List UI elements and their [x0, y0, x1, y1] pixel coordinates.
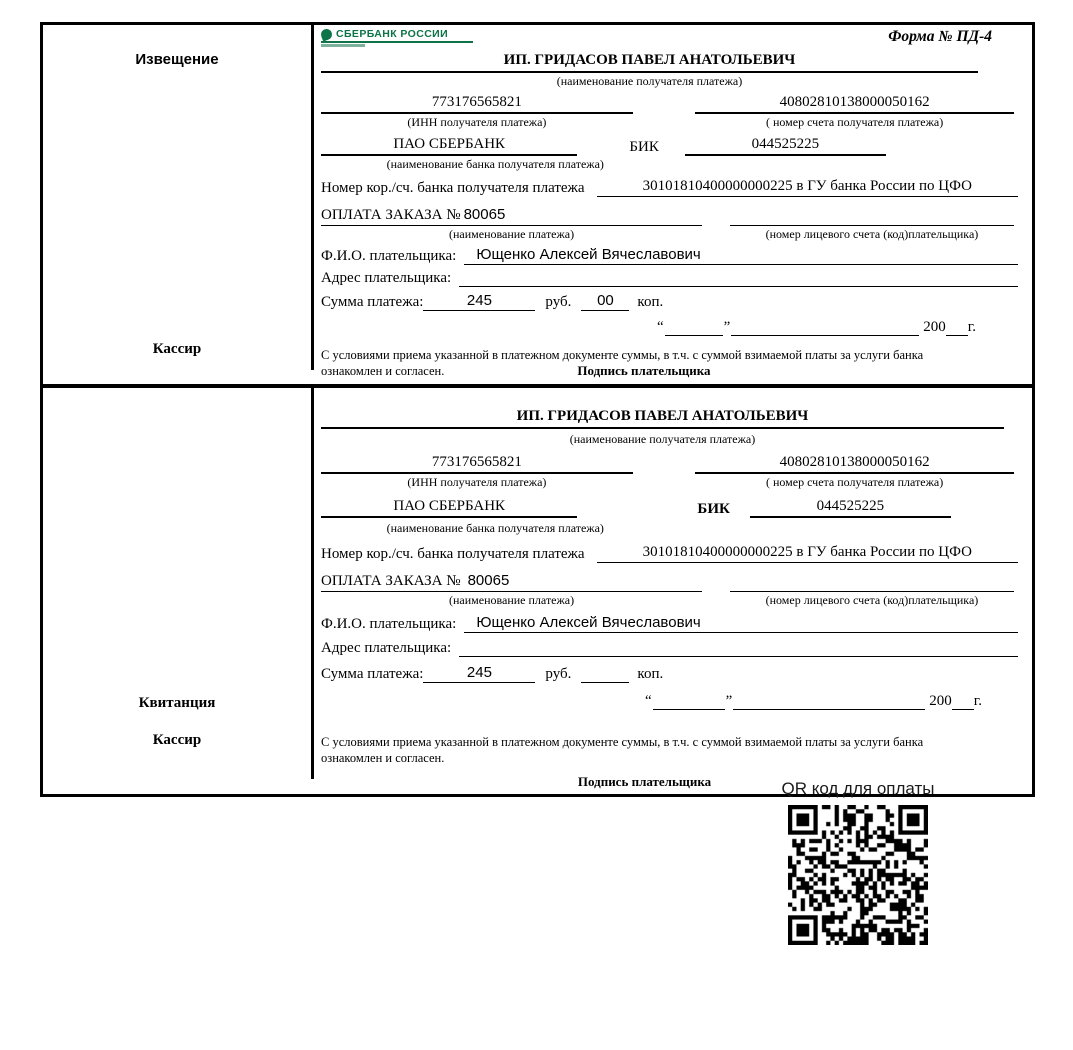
payer-address-value: [459, 269, 1018, 287]
inn-account-captions: [321, 115, 1014, 131]
sum-row: [321, 664, 1018, 683]
account-value: 40802810138000050162: [695, 94, 1014, 114]
receipt-cashier-label: Кассир: [152, 732, 202, 749]
payee-name: ИП. ГРИДАСОВ ПАВЕЛ АНАТОЛЬЕВИЧ: [321, 408, 1004, 429]
date-day-blank: [653, 694, 725, 710]
payment-captions-row: [321, 593, 1014, 608]
personal-account-field: [730, 207, 1014, 226]
payment-name-label: ОПЛАТА ЗАКАЗА №: [321, 573, 461, 590]
agreement-line2-row: [321, 750, 1018, 766]
qr-label: QR код для оплаты: [781, 779, 935, 798]
agreement-line2: ознакомлен и согласен.: [321, 751, 445, 766]
qr-block: [733, 779, 983, 950]
payment-qr-code: [788, 805, 928, 945]
payer-address-label: Адрес плательщика:: [321, 270, 452, 286]
account-caption: ( номер счета получателя платежа): [765, 115, 944, 129]
corr-account-label: Номер кор./сч. банка получателя платежа: [321, 546, 585, 563]
date-year-prefix: 200: [923, 319, 946, 335]
sum-rub-value: 245: [423, 664, 535, 683]
payer-signature-label: Подпись плательщика: [577, 363, 711, 379]
quote-close: ”: [723, 319, 731, 335]
quote-close: ”: [725, 693, 733, 710]
bank-caption: (наименование банка получателя платежа): [386, 157, 604, 171]
inn-caption: (ИНН получателя платежа): [407, 115, 547, 129]
sberbank-logo-text: СБЕРБАНК РОССИИ: [336, 28, 449, 40]
date-row: [321, 693, 982, 710]
payment-name-caption: (наименование платежа): [449, 593, 575, 608]
sberbank-logo: [321, 28, 473, 47]
personal-account-field: [730, 573, 1014, 592]
payment-name-field: [321, 206, 702, 226]
personal-account-caption: (номер лицевого счета (код)плательщика): [765, 227, 979, 241]
date-day-blank: [665, 320, 723, 336]
receipt-section: [43, 384, 1032, 794]
payer-address-row: [321, 639, 1018, 657]
date-month-blank: [733, 694, 925, 710]
bik-label: БИК: [697, 501, 730, 518]
bank-caption: (наименование банка получателя платежа): [386, 521, 604, 536]
payee-name-caption: (наименование получателя платежа): [556, 74, 743, 88]
corr-account-row: [321, 544, 1018, 563]
payer-name-label: Ф.И.О. плательщика:: [321, 248, 457, 264]
date-year-suffix: г.: [967, 319, 976, 335]
payer-name-row: [321, 246, 1018, 265]
payment-name-label: ОПЛАТА ЗАКАЗА №: [321, 207, 461, 223]
inn-account-row: [321, 454, 1014, 474]
inn-value: 773176565821: [321, 454, 633, 474]
personal-account-caption: (номер лицевого счета (код)плательщика): [765, 593, 979, 608]
account-caption: ( номер счета получателя платежа): [765, 475, 944, 490]
inn-account-captions: [321, 475, 1014, 491]
bik-value: 044525225: [685, 136, 886, 156]
payer-address-label: Адрес плательщика:: [321, 640, 452, 657]
sum-label: Сумма платежа:: [321, 294, 424, 310]
notice-cashier-label: Кассир: [152, 341, 202, 357]
bank-name-value: ПАО СБЕРБАНК: [321, 136, 577, 156]
sum-kop-value: [581, 666, 629, 683]
quote-open: “: [656, 319, 664, 335]
receipt-section-label: Квитанция: [138, 695, 216, 712]
payment-name-row: [321, 572, 1014, 592]
payment-name-caption: (наименование платежа): [449, 227, 575, 241]
inn-caption: (ИНН получателя платежа): [407, 475, 547, 490]
bik-value: 044525225: [750, 498, 951, 518]
agreement-line2-row: [321, 363, 1018, 380]
sum-rub-value: 245: [423, 292, 535, 311]
notice-header-row: [321, 28, 1018, 52]
corr-account-label: Номер кор./сч. банка получателя платежа: [321, 180, 585, 196]
receipt-left-column: [43, 388, 314, 779]
payer-name-row: [321, 614, 1018, 633]
payer-name-value: Ющенко Алексей Вячеславович: [464, 246, 1018, 265]
form-number-label: Форма № ПД-4: [888, 28, 992, 45]
payment-order-number: 80065: [463, 206, 506, 223]
payment-name-row: [321, 206, 1014, 226]
payee-name: ИП. ГРИДАСОВ ПАВЕЛ АНАТОЛЬЕВИЧ: [321, 52, 978, 73]
date-year-prefix: 200: [929, 693, 952, 710]
payee-name-caption: (наименование получателя платежа): [569, 432, 756, 447]
payment-order-number: 80065: [467, 572, 510, 590]
bank-row: [321, 136, 1014, 156]
corr-account-value: 30101810400000000225 в ГУ банка России по ЦФО: [597, 544, 1018, 563]
payer-address-value: [459, 639, 1018, 657]
payment-slip-pd4: [40, 22, 1035, 797]
date-year-suffix: г.: [973, 693, 982, 710]
payment-captions-row: [321, 227, 1014, 242]
quote-open: “: [644, 693, 652, 710]
receipt-form-body: [314, 388, 1032, 794]
payer-name-label: Ф.И.О. плательщика:: [321, 616, 457, 633]
agreement-line2: ознакомлен и согласен.: [321, 364, 445, 379]
payment-name-field: [321, 572, 702, 592]
sberbank-logo-tagline: [321, 44, 365, 47]
date-year-blank: [946, 320, 968, 336]
date-row: [321, 319, 976, 336]
bik-label: БИК: [629, 139, 659, 155]
notice-left-column: [43, 25, 314, 370]
notice-section: [43, 25, 1032, 384]
payer-signature-label: Подпись плательщика: [577, 773, 712, 789]
bank-name-value: ПАО СБЕРБАНК: [321, 498, 577, 518]
date-year-blank: [952, 694, 974, 710]
kop-label: коп.: [637, 294, 664, 310]
kop-label: коп.: [637, 666, 664, 683]
agreement-line1: С условиями приема указанной в платежном документе суммы, в т.ч. с суммой взимаемой платы за услуги банка: [321, 348, 924, 362]
sberbank-circle-icon: [319, 27, 333, 41]
rub-label: руб.: [545, 294, 572, 310]
inn-account-row: [321, 94, 1014, 114]
sum-kop-value: 00: [581, 292, 629, 311]
date-month-blank: [731, 320, 919, 336]
corr-account-value: 30101810400000000225 в ГУ банка России по ЦФО: [597, 178, 1018, 197]
sum-row: [321, 292, 1018, 311]
sum-label: Сумма платежа:: [321, 666, 424, 683]
notice-form-body: [314, 25, 1032, 384]
inn-value: 773176565821: [321, 94, 633, 114]
rub-label: руб.: [545, 666, 572, 683]
payer-address-row: [321, 269, 1018, 287]
corr-account-row: [321, 178, 1018, 197]
agreement-line1: С условиями приема указанной в платежном документе суммы, в т.ч. с суммой взимаемой платы за услуги банка: [321, 735, 924, 750]
account-value: 40802810138000050162: [695, 454, 1014, 474]
payer-name-value: Ющенко Алексей Вячеславович: [464, 614, 1018, 633]
notice-section-label: Извещение: [135, 51, 219, 68]
bank-row: [321, 498, 1014, 518]
